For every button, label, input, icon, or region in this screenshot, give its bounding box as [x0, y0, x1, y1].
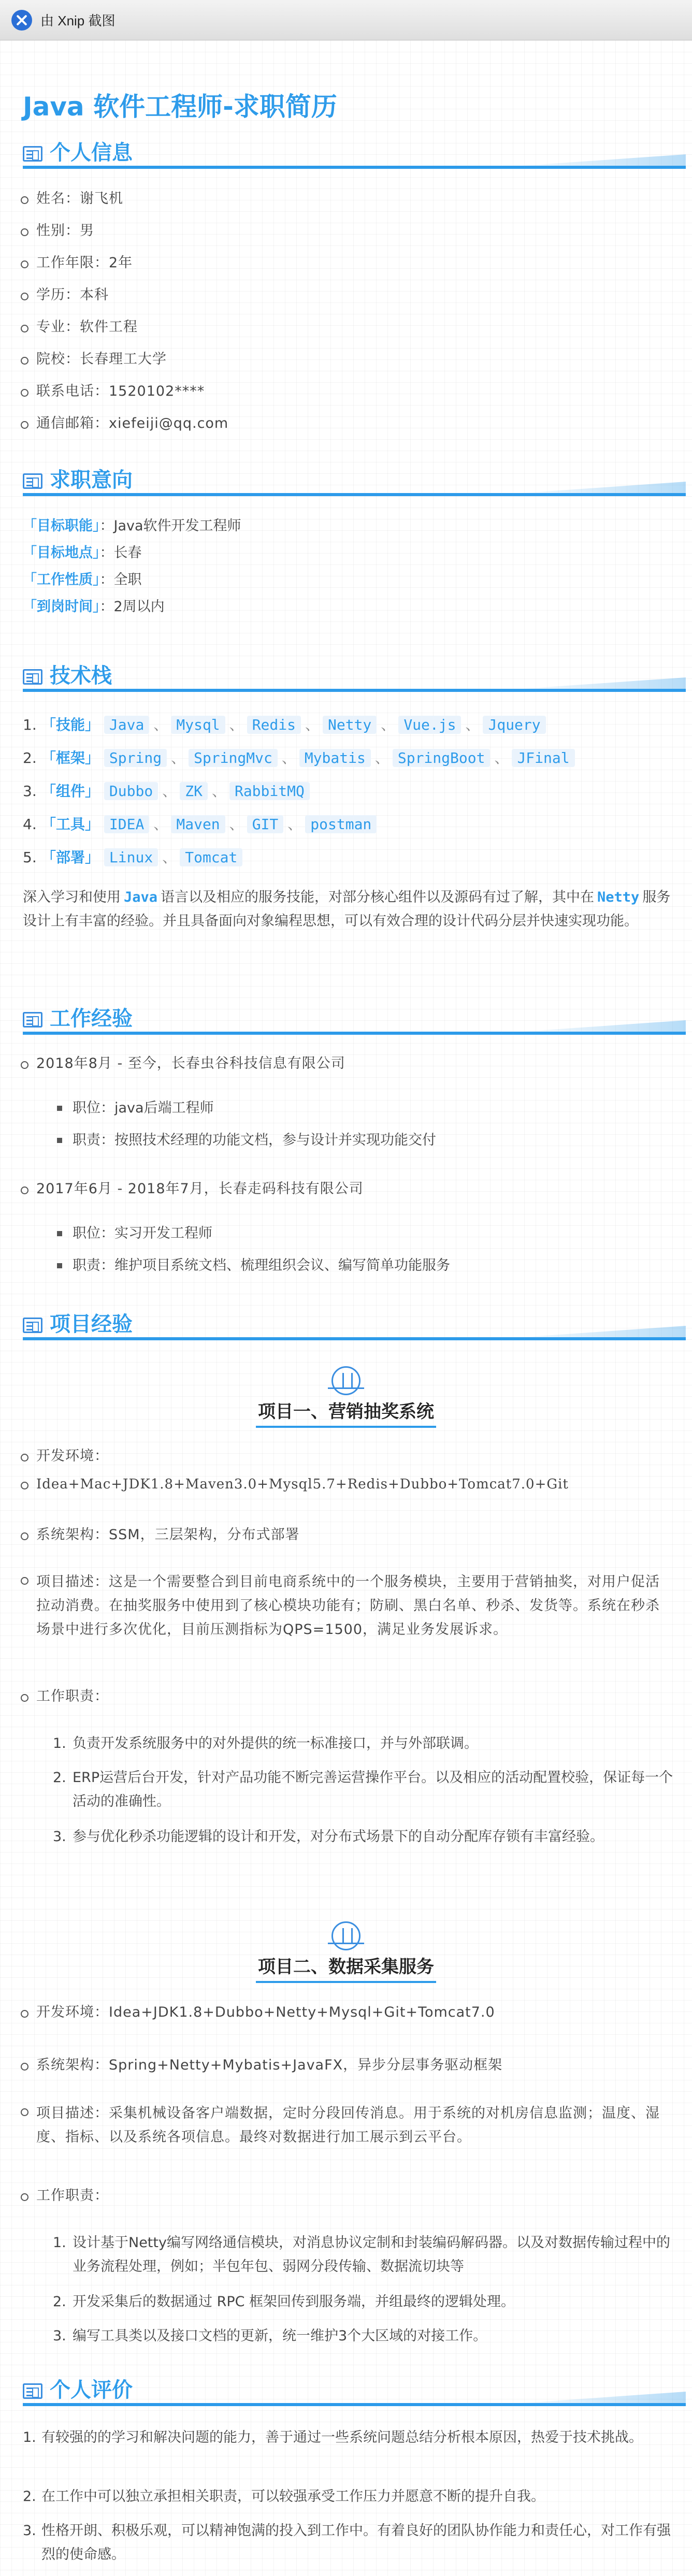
evaluation-item — [23, 2519, 681, 2567]
list-item: 联系电话：1520102**** — [36, 382, 205, 401]
tech-tag: Dubbo — [104, 782, 158, 800]
project-icon — [331, 1921, 361, 1950]
tech-tag: SpringMvc — [189, 749, 278, 767]
inline-code: Netty — [597, 889, 640, 905]
item-number: 3. — [23, 783, 37, 800]
tech-category-label: 「技能」 — [41, 716, 100, 733]
tech-tag: Java — [104, 716, 149, 734]
app-titlebar — [0, 0, 692, 40]
separator: 、 — [381, 716, 396, 733]
intent-row — [23, 598, 165, 616]
page-title: Java 软件工程师-求职简历 — [23, 92, 337, 122]
separator: 、 — [281, 749, 296, 766]
tech-tag: Netty — [323, 716, 377, 734]
section-personal-header — [23, 139, 686, 168]
project-icon — [331, 1366, 361, 1395]
item-number: 2. — [23, 749, 37, 766]
project-desc: 项目描述：这是一个需要整合到目前电商系统中的一个服务模块，主要用于营销抽奖，对用户促活拉动消费。在抽奖服务中使用到了核心模块功能有；防刷、黑白名单、秒杀、发货等。系统在秒杀场景中进行多次优化，目前压测指标为QPS=1500，满足业务发展诉求。 — [36, 1570, 673, 1642]
tech-summary — [23, 886, 675, 933]
section-divider-decoration — [499, 1326, 686, 1337]
tech-row — [23, 847, 243, 868]
id-card-icon — [23, 2383, 42, 2399]
project-arch: 系统架构：Spring+Netty+Mybatis+JavaFX，异步分层事务驱动框架 — [36, 2056, 502, 2075]
duty-text: 设计基于Netty编写网络通信模块，对消息协议定制和封装编码解码器。以及对数据传输过程中的业务流程处理，例如；半包年包、弱网分段传输、数据流切块等 — [73, 2235, 670, 2275]
inline-code: Java — [124, 889, 158, 905]
resume-page — [0, 40, 692, 2576]
duty-item — [53, 2290, 673, 2314]
duty-text: ERP运营后台开发，针对产品功能不断完善运营操作平台。以及相应的活动配置校验，保证每一个活动的准确性。 — [73, 1770, 673, 1810]
section-divider-decoration — [499, 2392, 686, 2403]
app-title: 由 Xnip 截图 — [40, 13, 116, 28]
tech-row — [23, 715, 547, 735]
section-divider — [23, 689, 686, 692]
job-role: 职位：实习开发工程师 — [73, 1224, 212, 1243]
item-number: 2. — [53, 1770, 66, 1786]
duty-text: 参与优化秒杀功能逻辑的设计和开发，对分布式场景下的自动分配库存锁有丰富经验。 — [73, 1829, 604, 1845]
project-duties-label: 工作职责： — [36, 2187, 109, 2205]
summary-text: 深入学习和使用 — [23, 889, 121, 905]
project-duties-label: 工作职责： — [36, 1687, 109, 1706]
project-heading — [0, 1921, 692, 1983]
tech-tag: IDEA — [104, 815, 149, 833]
section-title: 工作经验 — [50, 1007, 133, 1031]
intent-value: ：全职 — [99, 572, 142, 588]
evaluation-text: 在工作中可以独立承担相关职责，可以较强承受工作压力并愿意不断的提升自我。 — [41, 2488, 545, 2505]
list-item: 通信邮箱：xiefeiji@qq.com — [36, 414, 228, 433]
list-item: 院校：长春理工大学 — [36, 350, 167, 369]
summary-text: 服务设计上有丰富的经验。并且具备面向对象编程思想，可以有效合理的设计代码分层并快速实现功能。 — [23, 889, 671, 929]
intent-value: ：长春 — [99, 545, 142, 561]
summary-text: 语言以及相应的服务技能，对部分核心组件以及源码有过了解，其中在 — [161, 889, 595, 905]
section-divider-decoration — [499, 154, 686, 166]
separator: 、 — [162, 783, 177, 800]
separator: 、 — [211, 783, 226, 800]
evaluation-item — [23, 2426, 681, 2450]
separator: 、 — [305, 716, 320, 733]
section-divider — [23, 1337, 686, 1340]
tech-category-label: 「工具」 — [41, 816, 100, 833]
duty-item — [53, 2324, 673, 2348]
separator: 、 — [153, 716, 168, 733]
list-item: 专业：软件工程 — [36, 318, 138, 337]
tech-category-label: 「组件」 — [41, 783, 100, 800]
duty-item — [53, 1732, 673, 1756]
evaluation-item — [23, 2485, 681, 2509]
intent-row — [23, 517, 241, 536]
tech-tag: RabbitMQ — [229, 782, 310, 800]
intent-row — [23, 544, 142, 562]
item-number: 2. — [53, 2294, 66, 2310]
item-number: 5. — [23, 849, 37, 866]
section-title: 个人评价 — [50, 2378, 133, 2402]
tech-tag: Tomcat — [180, 848, 242, 866]
item-number: 2. — [23, 2488, 36, 2505]
tech-category-label: 「部署」 — [41, 849, 100, 866]
section-divider — [23, 493, 686, 496]
separator: 、 — [465, 716, 480, 733]
separator: 、 — [229, 816, 244, 833]
item-number: 3. — [23, 2523, 36, 2539]
id-card-icon — [23, 473, 42, 489]
tech-tag: GIT — [247, 815, 284, 833]
project-env: Idea+Mac+JDK1.8+Maven3.0+Mysql5.7+Redis+Dubbo+Tomcat7.0+Git — [36, 1475, 569, 1494]
job-role: 职位：java后端工程师 — [73, 1099, 214, 1118]
id-card-icon — [23, 146, 42, 162]
list-item: 工作年限：2年 — [36, 254, 133, 272]
tech-tag: Jquery — [483, 716, 545, 734]
section-evaluation-header — [23, 2376, 686, 2405]
duty-text: 编写工具类以及接口文档的更新，统一维护3个大区域的对接工作。 — [73, 2328, 487, 2344]
intent-label: 「到岗时间」 — [23, 599, 100, 615]
intent-label: 「目标职能」 — [23, 518, 100, 534]
tech-tag: Maven — [171, 815, 225, 833]
separator: 、 — [153, 816, 168, 833]
intent-row — [23, 571, 142, 589]
tech-row — [23, 814, 378, 835]
duty-item — [53, 2231, 673, 2279]
section-title: 技术栈 — [50, 664, 112, 688]
tech-tag: postman — [305, 815, 377, 833]
tech-tag: Redis — [247, 716, 301, 734]
section-divider — [23, 1032, 686, 1035]
separator: 、 — [162, 849, 177, 866]
job-duty: 职责：维护项目系统文档、梳理组织会议、编写简单功能服务 — [73, 1256, 450, 1275]
duty-item — [53, 1766, 673, 1814]
section-divider-decoration — [499, 677, 686, 689]
section-divider-decoration — [499, 1020, 686, 1032]
tech-tag: ZK — [180, 782, 208, 800]
section-title: 求职意向 — [50, 468, 133, 492]
section-divider — [23, 166, 686, 169]
tech-tag: Mysql — [171, 716, 225, 734]
evaluation-text: 性格开朗、积极乐观，可以精神饱满的投入到工作中。有着良好的团队协作能力和责任心，对工作有强烈的使命感。 — [41, 2523, 671, 2563]
section-title: 项目经验 — [50, 1312, 133, 1336]
section-work-header — [23, 1005, 686, 1034]
id-card-icon — [23, 669, 42, 685]
intent-label: 「目标地点」 — [23, 545, 100, 561]
tech-tag: Linux — [104, 848, 158, 866]
item-number: 3. — [53, 1829, 66, 1845]
xnip-logo-icon — [11, 10, 32, 31]
project-title: 项目一、营销抽奖系统 — [256, 1397, 436, 1428]
tech-tag: SpringBoot — [393, 749, 491, 767]
tech-tag: Spring — [104, 749, 167, 767]
duty-item — [53, 1825, 673, 1849]
separator: 、 — [287, 816, 302, 833]
separator: 、 — [171, 749, 186, 766]
separator: 、 — [374, 749, 390, 766]
section-title: 个人信息 — [50, 141, 133, 165]
id-card-icon — [23, 1318, 42, 1333]
section-tech-header — [23, 662, 686, 691]
item-number: 3. — [53, 2328, 66, 2344]
item-number: 1. — [23, 716, 37, 733]
section-intent-header — [23, 466, 686, 495]
id-card-icon — [23, 1012, 42, 1027]
item-number: 1. — [23, 2429, 36, 2445]
project-heading — [0, 1366, 692, 1428]
list-item: 姓名：谢飞机 — [36, 190, 123, 208]
section-divider — [23, 2403, 686, 2406]
tech-tag: Vue.js — [398, 716, 461, 734]
tech-tag: Mybatis — [299, 749, 371, 767]
tech-row — [23, 748, 576, 769]
intent-value: ：2周以内 — [99, 599, 165, 615]
job-period: 2017年6月 - 2018年7月，长春走码科技有限公司 — [36, 1180, 364, 1198]
project-desc: 项目描述：采集机械设备客户端数据，定时分段回传消息。用于系统的对机房信息监测；温度、湿度、指标、以及系统各项信息。最终对数据进行加工展示到云平台。 — [36, 2102, 673, 2149]
separator: 、 — [229, 716, 244, 733]
section-projects-header — [23, 1310, 686, 1339]
project-arch: 系统架构：SSM，三层架构，分布式部署 — [36, 1526, 300, 1544]
item-number: 4. — [23, 816, 37, 833]
project-env-label: 开发环境： — [36, 1447, 109, 1466]
list-item: 性别：男 — [36, 222, 94, 240]
project-title: 项目二、数据采集服务 — [256, 1952, 436, 1983]
duty-text: 开发采集后的数据通过 RPC 框架回传到服务端，并组最终的逻辑处理。 — [73, 2294, 515, 2310]
duty-text: 负责开发系统服务中的对外提供的统一标准接口，并与外部联调。 — [73, 1735, 478, 1752]
tech-row — [23, 781, 311, 802]
evaluation-text: 有较强的的学习和解决问题的能力，善于通过一些系统问题总结分析根本原因，热爱于技术挑战。 — [41, 2429, 643, 2445]
item-number: 1. — [53, 2235, 66, 2251]
separator: 、 — [494, 749, 509, 766]
job-duty: 职责：按照技术经理的功能文档，参与设计并实现功能交付 — [73, 1131, 436, 1150]
section-divider-decoration — [499, 482, 686, 493]
tech-tag: JFinal — [512, 749, 574, 767]
intent-value: ：Java软件开发工程师 — [99, 518, 241, 534]
tech-category-label: 「框架」 — [41, 749, 100, 766]
item-number: 1. — [53, 1735, 66, 1752]
list-item: 学历：本科 — [36, 286, 109, 305]
project-env: 开发环境：Idea+JDK1.8+Dubbo+Netty+Mysql+Git+Tomcat7.0 — [36, 2003, 495, 2022]
job-period: 2018年8月 - 至今，长春虫谷科技信息有限公司 — [36, 1054, 345, 1073]
intent-label: 「工作性质」 — [23, 572, 100, 588]
